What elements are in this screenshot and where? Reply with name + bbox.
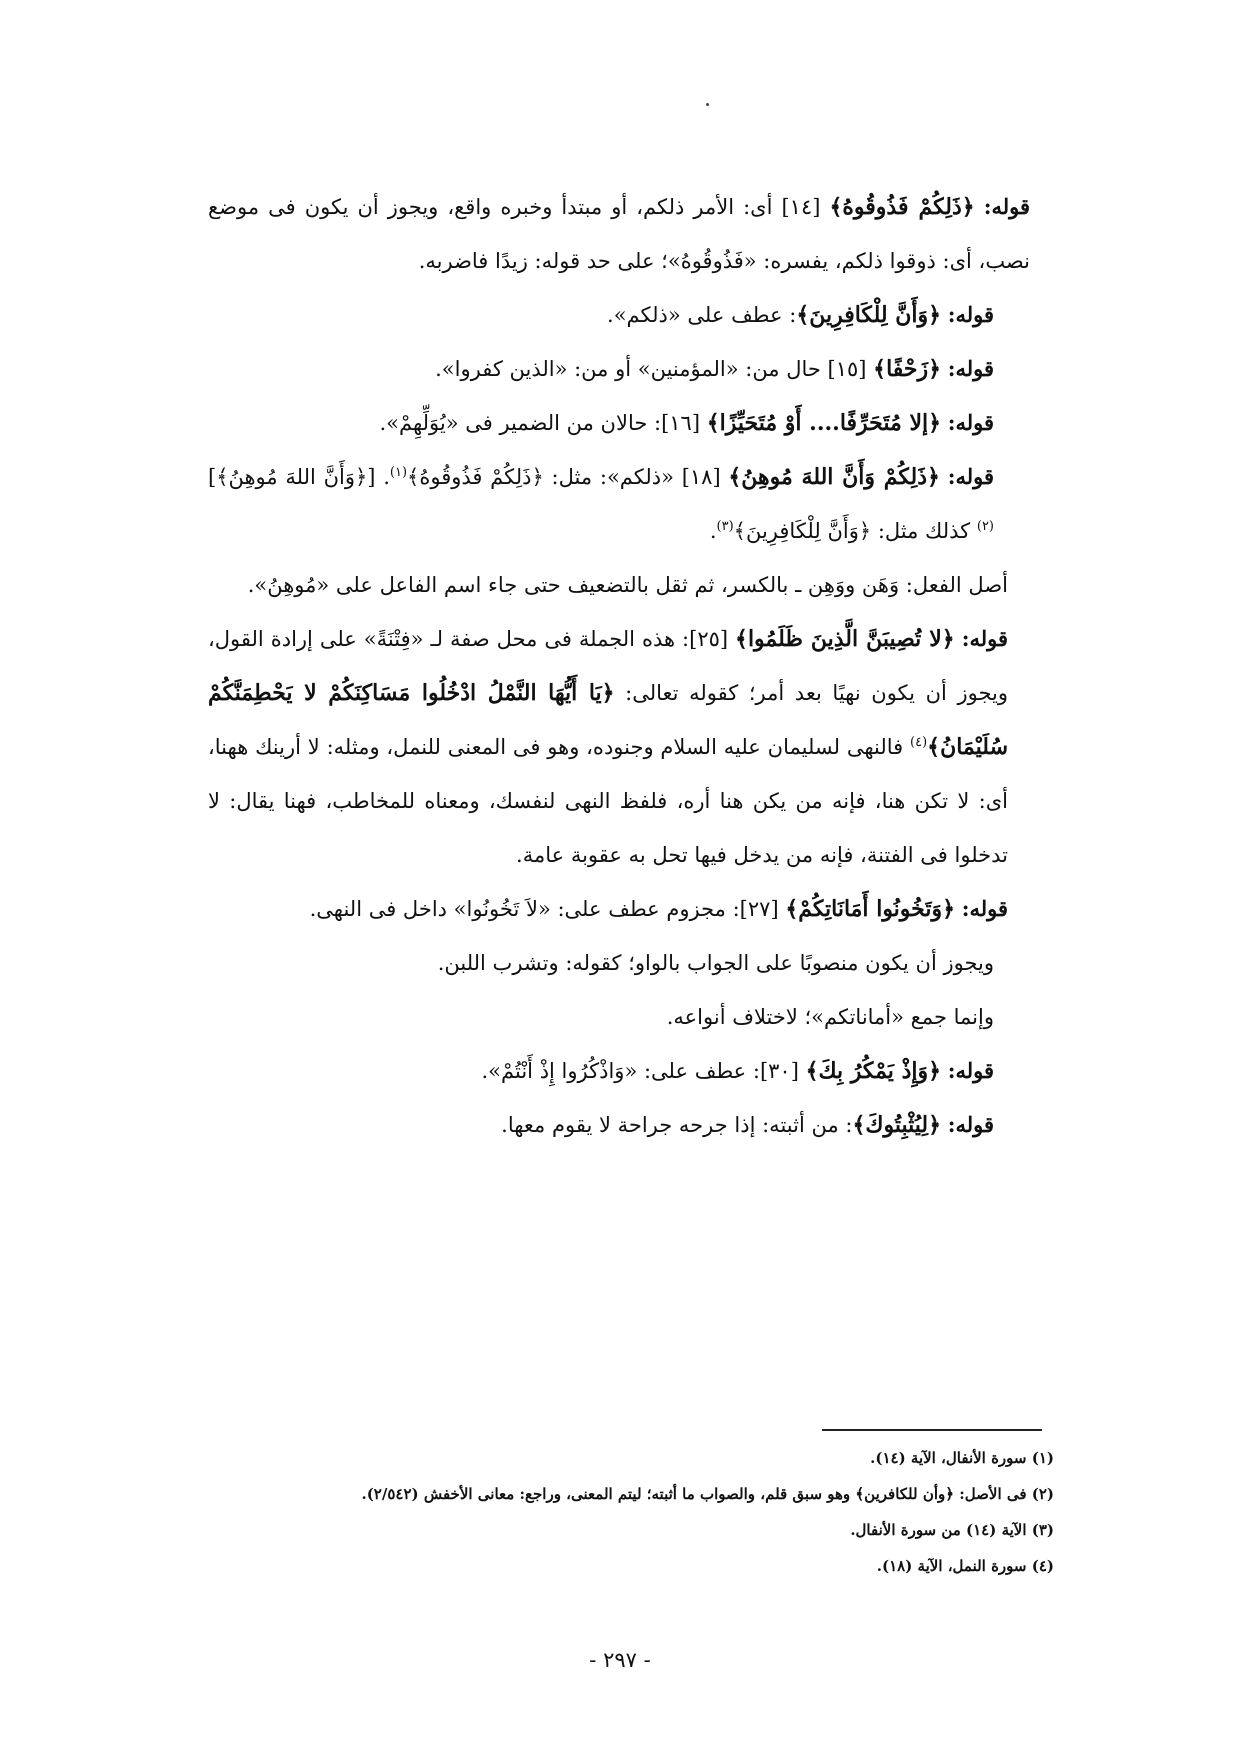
- entry-label: قوله:: [947, 1058, 994, 1083]
- quran-quote: ﴿ذَلِكُمْ فَذُوقُوهُ﴾: [829, 194, 975, 220]
- footnote-2: (٢) فى الأصل: ﴿وأن للكافرين﴾ وهو سبق قلم، والصواب ما أثبته؛ ليتم المعنى، وراجع: معانى الأخفش (٢/٥٤٢).: [361, 1485, 1054, 1503]
- footnote-ref-2: (٢): [976, 519, 994, 534]
- paragraph-12: [208, 1098, 1030, 1152]
- paragraph-1: [208, 180, 1030, 288]
- footnote-1: (١) سورة الأنفال، الآية (١٤).: [870, 1449, 1054, 1467]
- paragraph-text: . [﴿وَأَنَّ اللهَ مُوهِنُ﴾]: [208, 465, 390, 489]
- scan-speck: [706, 103, 709, 106]
- paragraph-3: [208, 342, 1030, 396]
- entry-label: قوله:: [947, 410, 994, 435]
- footnote-ref-4: (٤): [910, 735, 928, 750]
- footnote-separator: [822, 1429, 1042, 1431]
- main-text: [208, 180, 1030, 1152]
- paragraph-text: [١٨] «ذلكم»: مثل: ﴿ذَلِكُمْ فَذُوقُوهُ﴾: [407, 465, 729, 489]
- entry-label: قوله:: [947, 464, 994, 489]
- paragraph-text: فالنهى لسليمان عليه السلام وجنوده، وهو فى المعنى للنمل، ومثله: لا أرينك ههنا، أى: لا تكن هنا، فإنه من يكن هنا أره، فلفظ النهى لنفسك، ومعناه للمخاطب، فهنا يقال: لا تدخلوا فى الفتنة، فإنه من يدخل فيها تحل به عقوبة عامة.: [208, 735, 1008, 867]
- quran-quote: ﴿وَأَنَّ لِلْكَافِرِينَ﴾: [796, 302, 942, 328]
- footnote-ref-3: (٣): [716, 519, 734, 534]
- entry-label: قوله:: [961, 626, 1008, 651]
- paragraph-6: أصل الفعل: وَهَن ووَهِن ـ بالكسر، ثم ثقل بالتضعيف حتى جاء اسم الفاعل على «مُوهِنُ».: [247, 573, 1008, 597]
- entry-label: قوله:: [947, 356, 994, 381]
- paragraph-9: ويجوز أن يكون منصوبًا على الجواب بالواو؛ كقوله: وتشرب اللبن.: [437, 951, 994, 975]
- footnote-4: (٤) سورة النمل، الآية (١٨).: [876, 1557, 1054, 1575]
- entry-label: قوله:: [947, 1112, 994, 1137]
- paragraph-text: [١٦]: حالان من الضمير فى «يُوَلِّهِمْ».: [379, 411, 707, 435]
- footnote-ref-1: (١): [389, 465, 408, 480]
- paragraph-text: [٢٧]: مجزوم عطف على: «لاَ تَخُونُوا» داخل فى النهى.: [309, 897, 786, 921]
- paragraph-text: [١٤] أى: الأمر ذلكم، أو مبتدأ وخبره واقع، ويجوز أن يكون فى موضع نصب، أى: ذوقوا ذلكم، يفسره: «فَذُوقُوهُ»؛ على حد قوله: زيدًا فاضربه.: [208, 195, 1030, 273]
- quran-quote: ﴿وَتَخُونُوا أَمَانَاتِكُمْ﴾: [785, 896, 956, 922]
- paragraph-8: [208, 882, 1030, 936]
- entry-label: قوله:: [961, 896, 1008, 921]
- quran-quote: ﴿إلا مُتَحَرِّفًا.... أَوْ مُتَحَيِّزًا﴾: [706, 410, 942, 436]
- paragraph-5: [208, 450, 1030, 558]
- paragraph-text: : عطف على «ذلكم».: [607, 303, 797, 327]
- page-number: - ٢٩٧ -: [589, 1648, 651, 1672]
- paragraph-10: وإنما جمع «أماناتكم»؛ لاختلاف أنواعه.: [666, 1005, 994, 1029]
- footnotes: [208, 1440, 1054, 1584]
- paragraph-7: [208, 612, 1030, 882]
- quran-quote: ﴿لِيُثْبِتُوكَ﴾: [852, 1112, 942, 1138]
- quran-quote: ﴿وَإِذْ يَمْكُرُ بِكَ﴾: [805, 1058, 942, 1084]
- quran-quote: ﴿يَا أَيُّهَا النَّمْلُ ادْخُلُوا مَسَاكِنَكُمْ لا يَحْطِمَنَّكُمْ سُلَيْمَانُ﴾: [208, 680, 1008, 760]
- paragraph-text: [١٥] حال من: «المؤمنين» أو من: «الذين كفروا».: [435, 357, 874, 381]
- paragraph-text: [٢٥]: هذه الجملة فى محل صفة لـ «فِتْنَةً» على إرادة القول، ويجوز أن يكون نهيًا بعد أمر؛ كقوله تعالى:: [208, 627, 1009, 705]
- paragraph-4: [208, 396, 1030, 450]
- entry-label: قوله:: [983, 194, 1031, 219]
- footnote-3: (٣) الآية (١٤) من سورة الأنفال.: [850, 1521, 1054, 1539]
- paragraph-text: : من أثبته: إذا جرحه جراحة لا يقوم معها.: [501, 1113, 853, 1137]
- paragraph-11: [208, 1044, 1030, 1098]
- paragraph-text: [٣٠]: عطف على: «وَاذْكُرُوا إِذْ أَنْتُمْ».: [481, 1059, 806, 1083]
- entry-label: قوله:: [947, 302, 994, 327]
- paragraph-text: .: [709, 519, 717, 543]
- quran-quote: ﴿لا تُصِيبَنَّ الَّذِينَ ظَلَمُوا﴾: [735, 626, 955, 652]
- paragraph-2: [208, 288, 1030, 342]
- quran-quote: ﴿ذَلِكُمْ وَأَنَّ اللهَ مُوهِنُ﴾: [728, 464, 940, 490]
- paragraph-text: كذلك مثل: ﴿وَأَنَّ لِلْكَافِرِينَ﴾: [733, 519, 977, 543]
- quran-quote: ﴿زَحْفًا﴾: [873, 356, 942, 382]
